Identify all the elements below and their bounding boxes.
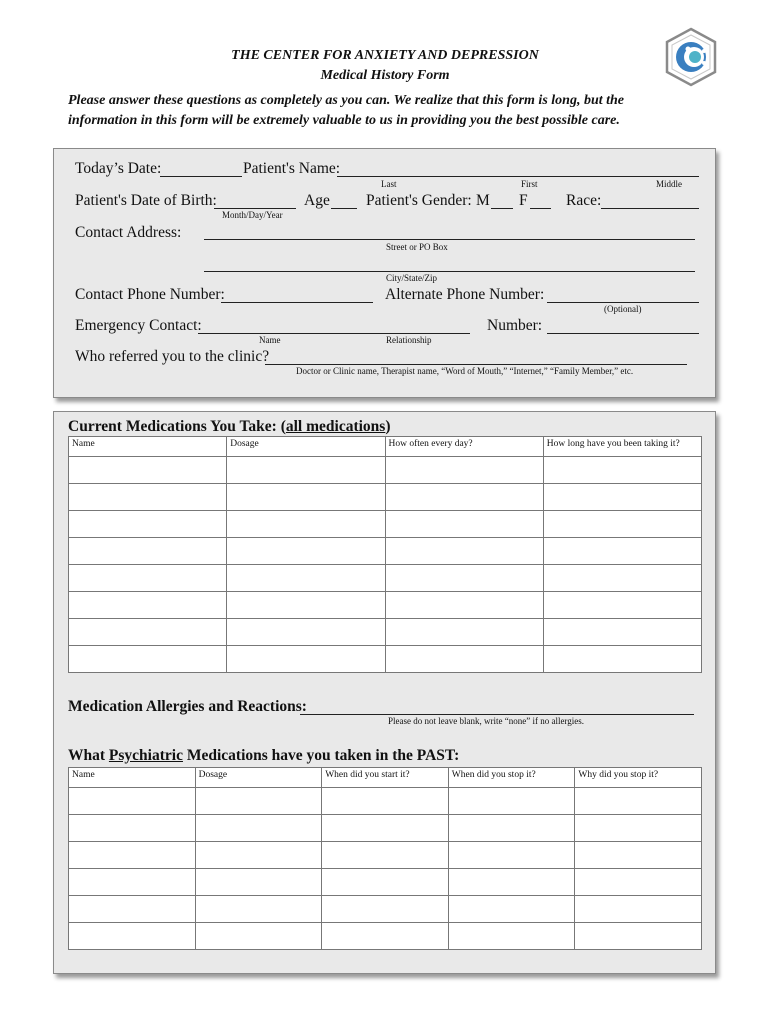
current-meds-table (68, 436, 702, 673)
table-cell[interactable] (227, 565, 385, 592)
table-row (69, 565, 702, 592)
age-label: Age (304, 192, 330, 209)
race-label: Race: (566, 192, 602, 209)
form-title: Medical History Form (320, 68, 450, 83)
table-row (69, 484, 702, 511)
table-row (69, 842, 702, 869)
table-cell[interactable] (69, 538, 227, 565)
first-name-hint: First (521, 179, 538, 189)
referred-label: Who referred you to the clinic? (75, 348, 270, 365)
gender-m-label: M (476, 192, 490, 209)
alt-phone-label: Alternate Phone Number: (385, 286, 545, 303)
allergies-hint: Please do not leave blank, write “none” if no allergies. (388, 716, 585, 726)
org-title: THE CENTER FOR ANXIETY AND DEPRESSION (231, 48, 539, 63)
table-cell[interactable] (575, 869, 702, 896)
table-header-row (69, 768, 702, 788)
table-cell[interactable] (575, 923, 702, 950)
table-cell[interactable] (69, 484, 227, 511)
intro-line-1: Please answer these questions as completely as you can. We realize that this form is long, but the (68, 93, 625, 108)
table-row (69, 646, 702, 673)
table-cell[interactable] (448, 815, 575, 842)
table-cell[interactable] (385, 538, 543, 565)
table-cell[interactable] (69, 923, 196, 950)
table-cell[interactable] (448, 788, 575, 815)
column-header: Name (69, 437, 227, 457)
table-row (69, 869, 702, 896)
table-cell[interactable] (543, 646, 701, 673)
patient-name-field[interactable] (337, 176, 699, 177)
current-meds-title: Current Medications You Take: (all medications) (68, 418, 391, 435)
table-cell[interactable] (227, 619, 385, 646)
table-cell[interactable] (227, 484, 385, 511)
table-cell[interactable] (385, 484, 543, 511)
age-field[interactable] (331, 208, 357, 209)
city-field[interactable] (204, 271, 695, 272)
referred-hint: Doctor or Clinic name, Therapist name, “Word of Mouth,” “Internet,” “Family Member,” etc. (296, 366, 634, 376)
column-header: When did you start it? (322, 768, 449, 788)
table-row (69, 815, 702, 842)
table-row (69, 511, 702, 538)
city-hint: City/State/Zip (386, 273, 437, 283)
table-cell[interactable] (69, 592, 227, 619)
relationship-hint: Relationship (386, 335, 432, 345)
table-row (69, 619, 702, 646)
table-cell[interactable] (69, 869, 196, 896)
table-cell[interactable] (195, 788, 322, 815)
table-row (69, 592, 702, 619)
dob-field[interactable] (214, 208, 296, 209)
table-cell[interactable] (195, 842, 322, 869)
allergies-label: Medication Allergies and Reactions: (68, 698, 307, 715)
table-row (69, 538, 702, 565)
column-header: Dosage (195, 768, 322, 788)
table-cell[interactable] (322, 815, 449, 842)
dob-label: Patient's Date of Birth: (75, 192, 217, 209)
last-name-hint: Last (381, 179, 397, 189)
table-header-row (69, 437, 702, 457)
table-cell[interactable] (448, 923, 575, 950)
table-cell[interactable] (227, 457, 385, 484)
table-cell[interactable] (385, 646, 543, 673)
column-header: How often every day? (385, 437, 543, 457)
table-cell[interactable] (385, 565, 543, 592)
table-cell[interactable] (448, 896, 575, 923)
table-row (69, 457, 702, 484)
patient-name-label: Patient's Name: (243, 160, 341, 177)
allergies-field[interactable] (300, 714, 694, 715)
table-cell[interactable] (543, 565, 701, 592)
table-cell[interactable] (69, 788, 196, 815)
emergency-number-field[interactable] (547, 333, 699, 334)
table-cell[interactable] (69, 842, 196, 869)
table-cell[interactable] (227, 646, 385, 673)
table-cell[interactable] (448, 869, 575, 896)
table-cell[interactable] (195, 815, 322, 842)
gender-f-field[interactable] (530, 208, 551, 209)
column-header: Dosage (227, 437, 385, 457)
gender-label: Patient's Gender: (366, 192, 472, 209)
intro-line-2: information in this form will be extremely valuable to us in providing you the best possible care. (68, 113, 620, 128)
table-cell[interactable] (227, 538, 385, 565)
gender-f-label: F (519, 192, 528, 209)
table-cell[interactable] (195, 923, 322, 950)
gender-m-field[interactable] (491, 208, 513, 209)
table-cell[interactable] (69, 565, 227, 592)
alt-phone-field[interactable] (547, 302, 699, 303)
table-cell[interactable] (385, 457, 543, 484)
street-hint: Street or PO Box (386, 242, 448, 252)
todays-date-label: Today’s Date: (75, 160, 162, 177)
phone-field[interactable] (221, 302, 373, 303)
dob-hint: Month/Day/Year (222, 210, 283, 220)
emergency-label: Emergency Contact: (75, 317, 202, 334)
table-row (69, 923, 702, 950)
street-field[interactable] (204, 239, 695, 240)
hexagon-logo-icon (664, 27, 718, 87)
referred-field[interactable] (265, 364, 687, 365)
table-cell[interactable] (575, 896, 702, 923)
address-label: Contact Address: (75, 224, 182, 241)
table-cell[interactable] (322, 842, 449, 869)
column-header: Why did you stop it? (575, 768, 702, 788)
column-header: When did you stop it? (448, 768, 575, 788)
table-cell[interactable] (69, 896, 196, 923)
table-cell[interactable] (195, 869, 322, 896)
table-cell[interactable] (322, 896, 449, 923)
table-cell[interactable] (69, 619, 227, 646)
table-cell[interactable] (543, 457, 701, 484)
middle-name-hint: Middle (656, 179, 682, 189)
table-cell[interactable] (543, 619, 701, 646)
table-cell[interactable] (543, 484, 701, 511)
past-meds-title: What Psychiatric Medications have you taken in the PAST: (68, 747, 460, 764)
table-cell[interactable] (322, 869, 449, 896)
table-cell[interactable] (543, 511, 701, 538)
column-header: How long have you been taking it? (543, 437, 701, 457)
table-row (69, 896, 702, 923)
table-cell[interactable] (69, 815, 196, 842)
table-cell[interactable] (69, 457, 227, 484)
table-cell[interactable] (543, 592, 701, 619)
table-cell[interactable] (69, 646, 227, 673)
race-field[interactable] (601, 208, 699, 209)
table-cell[interactable] (227, 592, 385, 619)
table-cell[interactable] (322, 923, 449, 950)
table-cell[interactable] (69, 511, 227, 538)
table-cell[interactable] (575, 788, 702, 815)
table-cell[interactable] (543, 538, 701, 565)
past-meds-table (68, 767, 702, 950)
table-cell[interactable] (385, 511, 543, 538)
table-row (69, 788, 702, 815)
column-header: Name (69, 768, 196, 788)
phone-label: Contact Phone Number: (75, 286, 225, 303)
emergency-name-hint: Name (259, 335, 281, 345)
emergency-number-label: Number: (487, 317, 543, 334)
todays-date-field[interactable] (160, 176, 242, 177)
table-cell[interactable] (385, 592, 543, 619)
table-cell[interactable] (448, 842, 575, 869)
emergency-field[interactable] (198, 333, 470, 334)
table-cell[interactable] (322, 788, 449, 815)
table-cell[interactable] (385, 619, 543, 646)
table-cell[interactable] (575, 815, 702, 842)
table-cell[interactable] (195, 896, 322, 923)
table-cell[interactable] (227, 511, 385, 538)
table-cell[interactable] (575, 842, 702, 869)
optional-hint: (Optional) (604, 304, 642, 314)
